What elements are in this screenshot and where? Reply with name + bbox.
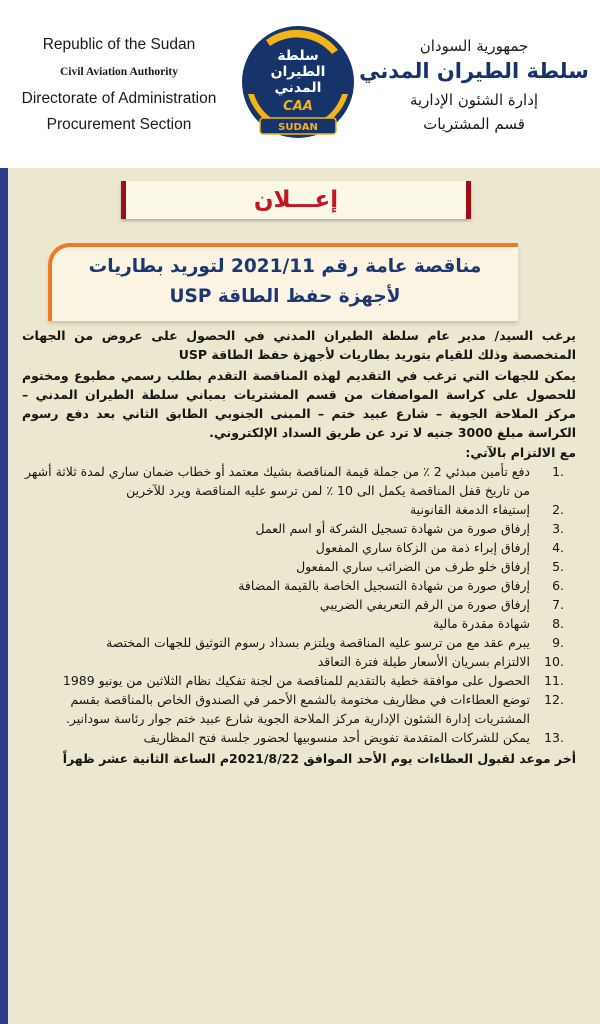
logo-arabic-line-2: الطيران (270, 64, 326, 80)
list-item-number: 7. (552, 597, 564, 612)
list-item-number: 12. (544, 692, 564, 707)
logo-sudan-word: SUDAN (278, 122, 318, 133)
list-item (22, 633, 576, 652)
list-item-text: إرفاق صورة من شهادة تسجيل الشركة أو اسم العمل (255, 521, 530, 536)
obligations-list (22, 462, 576, 747)
list-item (22, 462, 576, 500)
announcement-label: إعـــلان (253, 187, 339, 213)
tender-title-line-1: مناقصة عامة رقم 2021/11 لتوريد بطاريات (88, 256, 482, 277)
list-item-number: 9. (552, 635, 564, 650)
list-item-number: 5. (552, 559, 564, 574)
list-item-text: دفع تأمين مبدئي 2 ٪ من جملة قيمة المناقصة بشيك معتمد أو خطاب ضمان ساري لمدة ثلاثة أشهر من تاريخ قفل المناقصة يكمل الى 10 ٪ لمن ترسو عليه المناقصة ويرد للآخرين (25, 464, 530, 498)
logo-caa-letters: CAA (283, 99, 313, 114)
submission-deadline: أخر موعد لقبول العطاءات يوم الأحد الموافق 2021/8/22م الساعة الثانية عشر ظهراً (62, 751, 576, 766)
list-item-text: إرفاق خلو طرف من الضرائب ساري المفعول (296, 559, 530, 574)
list-item-text: الالتزام بسريان الأسعار طيلة فترة التعاقد (317, 654, 530, 669)
list-item (22, 595, 576, 614)
logo-arabic-line-3: المدني (274, 80, 322, 96)
english-authority-name: Civil Aviation Authority (60, 66, 178, 78)
list-item-text: إرفاق إبراء ذمة من الزكاة ساري المفعول (315, 540, 530, 555)
letterhead (0, 0, 600, 168)
intro-paragraph: يرغب السيد/ مدير عام سلطة الطيران المدني في الحصول على عروض من الجهات المتخصصة وذلك للقيام بتوريد بطاريات لأجهزة حفظ الطاقة USP (22, 328, 576, 362)
list-item (22, 690, 576, 728)
announcement-banner (121, 181, 471, 219)
list-item-number: 8. (552, 616, 564, 631)
list-item (22, 500, 576, 519)
list-item-number: 10. (544, 654, 564, 669)
tender-title-box (48, 243, 518, 321)
list-item-text: يمكن للشركات المتقدمة تفويض أحد منسوبيها لحضور جلسة فتح المظاريف (143, 730, 530, 745)
list-item-number: 6. (552, 578, 564, 593)
obligations-heading: مع الالتزام بالآتي: (465, 445, 576, 460)
arabic-section-name: قسم المشتريات (423, 115, 525, 133)
list-item (22, 652, 576, 671)
list-item-number: 2. (552, 502, 564, 517)
list-item-number: 3. (552, 521, 564, 536)
list-item-text: إرفاق صورة من الرقم التعريفي الضريبي (319, 597, 530, 612)
caa-logo (238, 22, 358, 144)
list-item-text: يبرم عقد مع من ترسو عليه المناقصة ويلتزم بسداد رسوم التوثيق للجهات المختصة (106, 635, 530, 650)
list-item-number: 13. (544, 730, 564, 745)
list-item (22, 671, 576, 690)
list-item (22, 576, 576, 595)
arabic-country-name: جمهورية السودان (419, 37, 529, 55)
arabic-directorate-name: إدارة الشئون الإدارية (409, 91, 539, 109)
tender-body (22, 326, 576, 768)
english-country-name: Republic of the Sudan (42, 36, 196, 53)
list-item-text: الحصول على موافقة خطية بالتقديم للمناقصة من لجنة تفكيك نظام الثلاثين من يونيو 1989 (62, 673, 530, 688)
arabic-authority-name: سلطة الطيران المدني (359, 59, 589, 83)
list-item-number: 4. (552, 540, 564, 555)
list-item-text: شهادة مقدرة مالية (432, 616, 530, 631)
list-item (22, 614, 576, 633)
list-item-text: إستيفاء الدمغة القانونية (409, 502, 530, 517)
list-item (22, 728, 576, 747)
english-directorate-name: Directorate of Administration (21, 90, 217, 107)
tender-title-line-2: لأجهزة حفظ الطاقة USP (169, 286, 401, 307)
logo-arabic-line-1: سلطة (277, 48, 319, 64)
list-item-text: توضع العطاءات في مظاريف مختومة بالشمع الأحمر في الصندوق الخاص بالمناقصة بقسم المشتريات إدارة الشئون الإدارية مركز الملاحة الجوية شارع عبيد ختم جوار رئاسة سودانير. (65, 692, 530, 726)
list-item (22, 538, 576, 557)
list-item-text: إرفاق صورة من شهادة التسجيل الخاصة بالقيمة المضافة (238, 578, 530, 593)
list-item (22, 519, 576, 538)
list-item (22, 557, 576, 576)
list-item-number: 11. (544, 673, 564, 688)
application-paragraph: يمكن للجهات التي ترغب في التقديم لهذه المناقصة التقدم بطلب رسمي مطبوع ومختوم للحصول على كراسة المواصفات من قسم المشتريات بمباني سلطة الطيران المدني – مركز الملاحة الجوية – شارع عبيد ختم – المبنى الجنوبي الطابق الثاني بعد دفع رسوم الكراسة مبلغ 3000 جنيه لا ترد عن طريق السداد الإلكتروني. (22, 368, 576, 440)
english-section-name: Procurement Section (46, 116, 192, 133)
list-item-number: 1. (552, 464, 564, 479)
